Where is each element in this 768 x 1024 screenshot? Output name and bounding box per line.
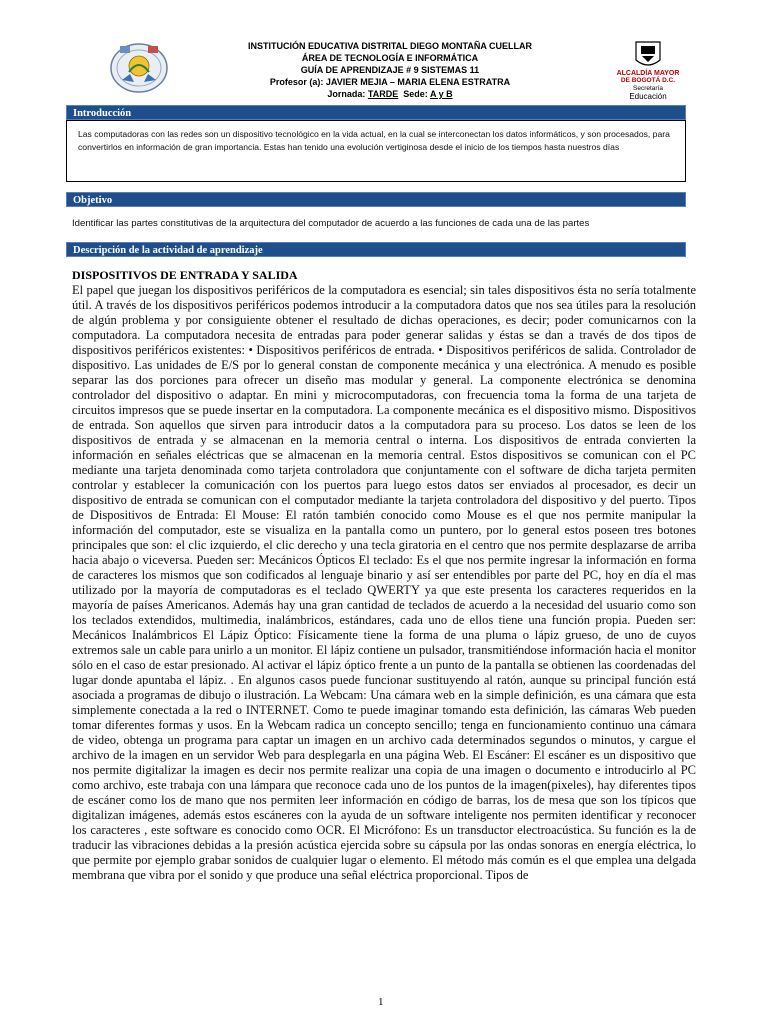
guide-title: GUÍA DE APRENDIZAJE # 9 SISTEMAS 11 — [300, 65, 480, 75]
jornada-line — [170, 88, 610, 100]
area-name: ÁREA DE TECNOLOGÍA E INFORMÁTICA — [301, 53, 479, 63]
objective-title: Objetivo — [73, 195, 113, 206]
logo-line1: ALCALDÍA MAYOR — [616, 70, 680, 77]
coat-of-arms-icon — [612, 40, 684, 102]
intro-section-bar — [66, 105, 686, 120]
intro-title: Introducción — [73, 108, 132, 119]
logo-line3: Secretaría — [633, 85, 663, 92]
intro-text: Las computadoras con las redes son un dispositivo tecnológico en la vida actual, en la cual se interconectan los datos informáticos, y son procesados, para convertirlos en información de gran importancia. Estas han tenido una evolución vertiginosa desde el inicio de los tiempos hasta nuestros días — [78, 129, 670, 152]
page-number: 1 — [378, 996, 384, 1008]
teachers: Profesor (a): JAVIER MEJIA – MARIA ELENA ESTRATRA — [269, 77, 511, 87]
content-paragraph: El papel que juegan los dispositivos periféricos de la computadora es esencial; sin tales dispositivos ésta no sería totalmente útil. A través de los dispositivos periféricos podemos introducir a la computadora datos que nos sea útiles para la resolución de algún problema y por consiguiente obtener el resultado de dichas operaciones, es decir; poder comunicarnos con la computadora. La computadora necesita de entradas para poder generar salidas y éstas se dan a través de dos tipos de dispositivos periféricos existentes: • Dispositivos periféricos de entrada. • Dispositivos periféricos de salida. Controlador de dispositivo. Las unidades de E/S por lo general constan de componente mecánica y una electrónica. A menudo es posible separar las dos porciones para ofrecer un diseño mas modular y general. La componente electrónica se denomina controlador del dispositivo o adaptar. En mini y microcomputadoras, con frecuencia toma la forma de una tarjeta de circuitos impresos que se puede insertar en la computadora. La componente mecánica es el dispositivo mismo. Dispositivos de entrada. Son aquellos que sirven para introducir datos a la computadora para su proceso. Los datos se leen de los dispositivos de entrada y se almacenan en la memoria central o interna. Los dispositivos de entrada convierten la información en señales eléctricas que se almacenan en la memoria central. Estos dispositivos se comunican con el PC mediante una tarjeta denominada como tarjeta controladora que conjuntamente con el software de dicha tarjeta permiten controlar y establecer la comunicación con los puertos para luego estos datos ser enviados al procesador, es decir un dispositivo de entrada se comunican con el computador mediante la tarjeta controladora del dispositivo y del puerto. Tipos de Dispositivos de Entrada: El Mouse: El ratón también conocido como Mouse es el que nos permite manipular la información del computador, este se visualiza en la pantalla como un puntero, por lo general estos poseen tres botones principales que son: el clic izquierdo, el clic derecho y una tecla giratoria en el centro que nos permite desplazarse de arriba hacia abajo o viceversa. Pueden ser: Mecánicos Ópticos El teclado: Es el que nos permite ingresar la información en forma de caracteres los mismos que son codificados al lenguaje binario y así ser entendibles por parte del PC, hoy en día el mas utilizado por la mayoría de computadoras es el teclado QWERTY ya que este presenta los caracteres requeridos en la mayoría de países Americanos. Además hay una gran cantidad de teclados de acuerdo a la necesidad del usuario como son los teclados extendidos, multimedia, inalámbricos, estándares, cada uno de ellos tiene una función propia. Pueden ser: Mecánicos Inalámbricos El Lápiz Óptico: Físicamente tiene la forma de una pluma o lápiz grueso, de uno de cuyos extremos sale un cable para unirlo a un monitor. El lápiz contiene un pulsador, transmitiéndose información hacia el monitor sólo en el caso de estar presionado. Al activar el lápiz óptico frente a un punto de la pantalla se obtienen las coordenadas del lugar donde apuntaba el lápiz. . En algunos casos puede funcionar sustituyendo al ratón, aunque su principal función está asociada a programas de dibujo o ilustración. La Webcam: Una cámara web en la simple definición, es una cámara que esta simplemente conectada a la red o INTERNET. Como te puede imaginar tomando esta definición, las cámaras Web pueden tomar diferentes formas y usos. En la Webcam radica un concepto sencillo; tenga en funcionamiento continuo una cámara de video, obtenga un programa para captar un imagen en un archivo cada determinados segundos o minutos, y cargue el archivo de la imagen en un servidor Web para desplegarla en una página Web. El Escáner: El escáner es un dispositivo que nos permite digitalizar la imagen es decir nos permite realizar una copia de una imagen o documento e introducirlo al PC como archivo, este trabaja con una lámpara que reconoce cada uno de los puntos de la imagen(pixeles), hay diferentes tipos de escáner como los de mano que nos permiten leer información en código de barras, los de mesa que son los típicos que digitalizan imágenes, además estos escáneres con la ayuda de un software inteligente nos permiten identificar y reconocer los caracteres , este software es conocido como OCR. El Micrófono: Es un transductor electroacústica. Su función es la de traducir las vibraciones debidas a la presión acústica ejercida sobre su cápsula por las ondas sonoras en energía eléctrica, lo que permite por ejemplo grabar sonidos de cualquier lugar o elemento. El método más común es el que emplea una delgada membrana que vibra por el sonido y que produce una señal eléctrica proporcional. Tipos de — [72, 283, 696, 882]
logo-line4: Educación — [629, 92, 667, 101]
bogota-logo — [612, 40, 684, 102]
document-header — [170, 40, 610, 100]
school-logo — [108, 38, 170, 94]
jornada-label: Jornada: — [327, 89, 368, 99]
activity-section-bar — [66, 242, 686, 257]
logo-line2: DE BOGOTÁ D.C. — [620, 77, 676, 84]
objective-text: Identificar las partes constitutivas de la arquitectura del computador de acuerdo a las funciones de cada una de las partes — [72, 218, 590, 229]
jornada-value: TARDE — [367, 89, 399, 99]
institution-name: INSTITUCIÓN EDUCATIVA DISTRITAL DIEGO MONTAÑA CUELLAR — [248, 41, 532, 51]
content-heading: DISPOSITIVOS DE ENTRADA Y SALIDA — [72, 268, 298, 282]
sede-label: Sede: — [398, 89, 430, 99]
sede-value: A y B — [429, 89, 453, 99]
activity-title: Descripción de la actividad de aprendizaje — [73, 245, 263, 256]
objective-section-bar — [66, 192, 686, 207]
